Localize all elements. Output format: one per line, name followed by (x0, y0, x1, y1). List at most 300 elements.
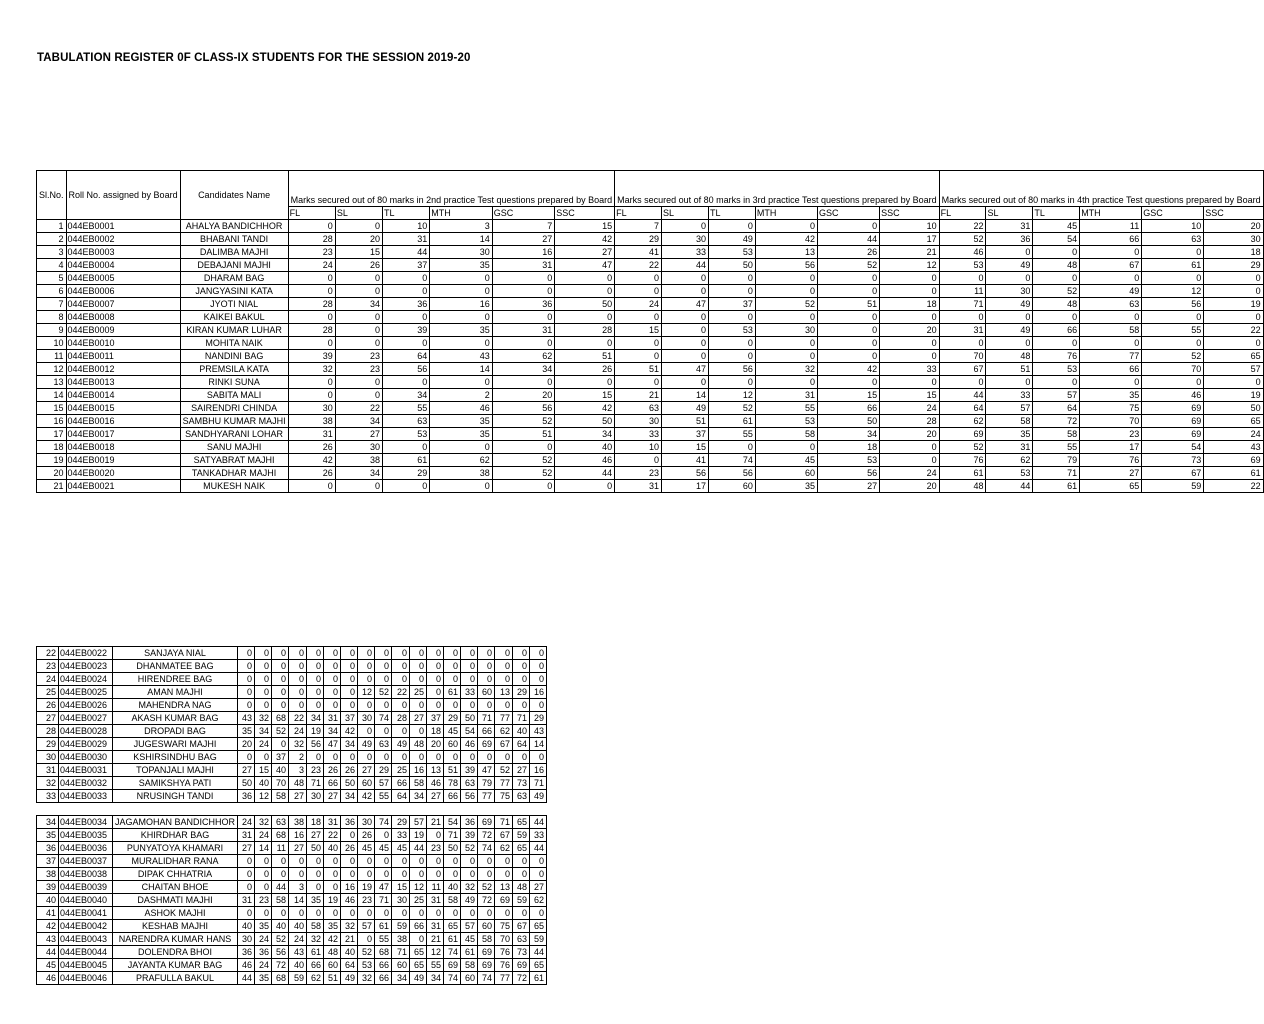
mark-cell: 32 (461, 881, 478, 894)
mark-cell: 0 (880, 441, 939, 454)
mark-cell: 0 (817, 324, 879, 337)
mark-cell: 24 (615, 298, 662, 311)
mark-cell: 0 (1142, 311, 1204, 324)
mark-cell: 65 (513, 816, 530, 829)
mark-cell: 36 (492, 298, 555, 311)
mark-cell: 35 (307, 894, 324, 907)
mark-cell: 31 (492, 324, 555, 337)
mark-cell: 0 (307, 868, 324, 881)
mark-cell: 0 (341, 751, 358, 764)
mark-cell: 0 (307, 881, 324, 894)
mark-cell: 68 (272, 712, 289, 725)
mark-cell: 51 (444, 764, 461, 777)
mark-cell: 69 (1204, 454, 1263, 467)
mark-cell: 30 (615, 415, 662, 428)
mark-cell: 27 (324, 790, 341, 803)
mark-cell: 53 (358, 959, 375, 972)
mark-cell: 49 (708, 233, 755, 246)
mark-cell: 21 (427, 933, 444, 946)
mark-cell: 0 (358, 647, 375, 660)
mark-cell: 49 (662, 402, 709, 415)
mark-cell: 33 (461, 686, 478, 699)
mark-cell: 0 (307, 855, 324, 868)
sl-no-cell: 36 (37, 842, 59, 855)
mark-cell: 58 (1033, 428, 1080, 441)
mark-cell: 79 (478, 777, 495, 790)
mark-cell: 66 (392, 777, 410, 790)
mark-cell: 30 (1204, 233, 1263, 246)
mark-cell: 55 (708, 428, 755, 441)
mark-cell: 0 (272, 907, 289, 920)
mark-cell: 0 (755, 350, 817, 363)
mark-cell: 0 (324, 647, 341, 660)
sl-no-cell: 22 (37, 647, 59, 660)
mark-cell: 0 (341, 660, 358, 673)
mark-cell: 34 (555, 428, 615, 441)
mark-cell: 0 (495, 699, 513, 712)
mark-cell: 0 (495, 660, 513, 673)
candidate-name-cell: DHARAM BAG (180, 272, 288, 285)
candidate-name-cell: AMAN MAJHI (113, 686, 238, 699)
mark-cell: 0 (375, 829, 392, 842)
mark-cell: 55 (755, 402, 817, 415)
mark-cell: 0 (255, 881, 272, 894)
mark-cell: 0 (1142, 376, 1204, 389)
mark-cell: 0 (1204, 272, 1263, 285)
candidate-name-cell: ASHOK MAJHI (113, 907, 238, 920)
mark-cell: 0 (513, 751, 530, 764)
mark-cell: 31 (755, 389, 817, 402)
mark-cell: 45 (444, 725, 461, 738)
mark-cell: 24 (880, 402, 939, 415)
mark-cell: 27 (238, 842, 255, 855)
mark-cell: 61 (444, 686, 461, 699)
candidate-name-cell: DALIMBA MAJHI (180, 246, 288, 259)
mark-cell: 23 (358, 894, 375, 907)
mark-cell: 68 (272, 829, 289, 842)
mark-cell: 39 (288, 350, 335, 363)
roll-no-cell: 044EB0016 (66, 415, 180, 428)
mark-cell: 0 (238, 868, 255, 881)
mark-cell: 0 (375, 855, 392, 868)
mark-cell: 61 (444, 933, 461, 946)
mark-cell: 0 (495, 855, 513, 868)
header-group-4th-test: Marks secured out of 80 marks in 4th practice Test questions prepared by Board (939, 171, 1263, 207)
roll-no-cell: 044EB0029 (59, 738, 113, 751)
student-row (37, 920, 547, 933)
mark-cell: 76 (495, 946, 513, 959)
mark-cell: 11 (272, 842, 289, 855)
mark-cell: 0 (530, 868, 547, 881)
mark-cell: 0 (478, 868, 495, 881)
mark-cell: 16 (530, 686, 547, 699)
mark-cell: 0 (461, 868, 478, 881)
mark-cell: 0 (392, 673, 410, 686)
mark-cell: 0 (392, 751, 410, 764)
mark-cell: 0 (358, 855, 375, 868)
student-row (37, 298, 1264, 311)
mark-cell: 34 (307, 712, 324, 725)
subject-header-ssc: SSC (555, 207, 615, 220)
candidate-name-cell: NARENDRA KUMAR HANS (113, 933, 238, 946)
mark-cell: 45 (358, 842, 375, 855)
mark-cell: 0 (444, 699, 461, 712)
mark-cell: 33 (662, 246, 709, 259)
mark-cell: 47 (662, 363, 709, 376)
sl-no-cell: 3 (37, 246, 67, 259)
candidate-name-cell: SANDHYARANI LOHAR (180, 428, 288, 441)
mark-cell: 35 (255, 920, 272, 933)
mark-cell: 52 (375, 686, 392, 699)
mark-cell: 0 (392, 725, 410, 738)
mark-cell: 65 (410, 946, 427, 959)
mark-cell: 52 (1142, 350, 1204, 363)
mark-cell: 29 (444, 712, 461, 725)
mark-cell: 0 (513, 673, 530, 686)
mark-cell: 69 (478, 816, 495, 829)
mark-cell: 52 (495, 764, 513, 777)
mark-cell: 15 (555, 220, 615, 233)
mark-cell: 0 (289, 686, 307, 699)
mark-cell: 0 (986, 272, 1033, 285)
mark-cell: 42 (555, 233, 615, 246)
mark-cell: 60 (708, 480, 755, 493)
mark-cell: 0 (238, 881, 255, 894)
mark-cell: 30 (430, 246, 493, 259)
mark-cell: 56 (492, 402, 555, 415)
mark-cell: 0 (461, 660, 478, 673)
mark-cell: 30 (238, 933, 255, 946)
student-row (37, 324, 1264, 337)
candidate-name-cell: MOHITA NAIK (180, 337, 288, 350)
roll-no-cell: 044EB0026 (59, 699, 113, 712)
mark-cell: 22 (392, 686, 410, 699)
mark-cell: 51 (986, 363, 1033, 376)
candidate-name-cell: DROPADI BAG (113, 725, 238, 738)
mark-cell: 0 (662, 376, 709, 389)
candidate-name-cell: JANGYASINI KATA (180, 285, 288, 298)
mark-cell: 27 (289, 790, 307, 803)
mark-cell: 39 (383, 324, 430, 337)
mark-cell: 47 (555, 259, 615, 272)
mark-cell: 57 (1033, 389, 1080, 402)
roll-no-cell: 044EB0044 (59, 946, 113, 959)
mark-cell: 0 (427, 699, 444, 712)
mark-cell: 19 (410, 829, 427, 842)
mark-cell: 67 (1080, 259, 1142, 272)
mark-cell: 11 (427, 881, 444, 894)
roll-no-cell: 044EB0028 (59, 725, 113, 738)
mark-cell: 44 (238, 972, 255, 985)
student-row (37, 647, 547, 660)
subject-header-ssc: SSC (880, 207, 939, 220)
mark-cell: 54 (461, 725, 478, 738)
subject-header-fl: FL (288, 207, 335, 220)
mark-cell: 2 (430, 389, 493, 402)
mark-cell: 0 (1080, 246, 1142, 259)
mark-cell: 0 (358, 868, 375, 881)
mark-cell: 63 (513, 933, 530, 946)
mark-cell: 0 (383, 480, 430, 493)
mark-cell: 31 (615, 480, 662, 493)
mark-cell: 0 (986, 246, 1033, 259)
mark-cell: 44 (662, 259, 709, 272)
mark-cell: 54 (444, 816, 461, 829)
mark-cell: 25 (410, 686, 427, 699)
mark-cell: 35 (430, 415, 493, 428)
mark-cell: 55 (383, 402, 430, 415)
mark-cell: 19 (1204, 298, 1263, 311)
mark-cell: 28 (392, 712, 410, 725)
mark-cell: 70 (1080, 415, 1142, 428)
mark-cell: 44 (530, 842, 547, 855)
mark-cell: 0 (341, 907, 358, 920)
mark-cell: 70 (1142, 363, 1204, 376)
mark-cell: 32 (289, 738, 307, 751)
mark-cell: 65 (530, 920, 547, 933)
mark-cell: 15 (335, 246, 382, 259)
mark-cell: 34 (817, 428, 879, 441)
mark-cell: 31 (986, 441, 1033, 454)
mark-cell: 71 (375, 894, 392, 907)
mark-cell: 0 (513, 660, 530, 673)
mark-cell: 43 (289, 946, 307, 959)
mark-cell: 0 (410, 673, 427, 686)
mark-cell: 16 (410, 764, 427, 777)
mark-cell: 58 (272, 894, 289, 907)
mark-cell: 61 (1204, 467, 1263, 480)
mark-cell: 36 (255, 946, 272, 959)
mark-cell: 77 (1080, 350, 1142, 363)
sl-no-cell: 2 (37, 233, 67, 246)
mark-cell: 30 (358, 712, 375, 725)
mark-cell: 0 (335, 480, 382, 493)
mark-cell: 16 (341, 881, 358, 894)
mark-cell: 32 (307, 933, 324, 946)
mark-cell: 0 (238, 907, 255, 920)
mark-cell: 41 (615, 246, 662, 259)
mark-cell: 0 (383, 441, 430, 454)
mark-cell: 69 (1142, 428, 1204, 441)
mark-cell: 15 (255, 764, 272, 777)
mark-cell: 0 (513, 699, 530, 712)
mark-cell: 75 (495, 920, 513, 933)
mark-cell: 24 (289, 933, 307, 946)
mark-cell: 0 (530, 660, 547, 673)
mark-cell: 51 (324, 972, 341, 985)
mark-cell: 50 (708, 259, 755, 272)
mark-cell: 36 (383, 298, 430, 311)
mark-cell: 30 (288, 402, 335, 415)
mark-cell: 75 (1080, 402, 1142, 415)
mark-cell: 22 (939, 220, 986, 233)
mark-cell: 0 (383, 376, 430, 389)
mark-cell: 19 (307, 725, 324, 738)
student-row (37, 673, 547, 686)
mark-cell: 62 (986, 454, 1033, 467)
mark-cell: 0 (324, 881, 341, 894)
roll-no-cell: 044EB0010 (66, 337, 180, 350)
mark-cell: 77 (495, 972, 513, 985)
student-row (37, 441, 1264, 454)
sl-no-cell: 46 (37, 972, 59, 985)
mark-cell: 0 (335, 376, 382, 389)
subject-header-ssc: SSC (1204, 207, 1263, 220)
mark-cell: 20 (238, 738, 255, 751)
mark-cell: 49 (986, 298, 1033, 311)
mark-cell: 0 (427, 868, 444, 881)
sl-no-cell: 37 (37, 855, 59, 868)
mark-cell: 31 (324, 712, 341, 725)
mark-cell: 22 (335, 402, 382, 415)
student-row (37, 402, 1264, 415)
mark-cell: 51 (492, 428, 555, 441)
mark-cell: 60 (392, 959, 410, 972)
mark-cell: 52 (492, 415, 555, 428)
mark-cell: 0 (383, 311, 430, 324)
page-title: TABULATION REGISTER 0F CLASS-IX STUDENTS FOR THE SESSION 2019-20 (37, 52, 471, 64)
mark-cell: 0 (335, 285, 382, 298)
mark-cell: 51 (615, 363, 662, 376)
mark-cell: 78 (444, 777, 461, 790)
mark-cell: 51 (555, 350, 615, 363)
mark-cell: 0 (880, 454, 939, 467)
mark-cell: 11 (939, 285, 986, 298)
mark-cell: 60 (461, 972, 478, 985)
mark-cell: 0 (444, 907, 461, 920)
student-row (37, 972, 547, 985)
mark-cell: 20 (880, 428, 939, 441)
mark-cell: 31 (492, 259, 555, 272)
mark-cell: 57 (358, 920, 375, 933)
mark-cell: 45 (755, 454, 817, 467)
mark-cell: 0 (662, 324, 709, 337)
sl-no-cell: 25 (37, 686, 59, 699)
mark-cell: 65 (1080, 480, 1142, 493)
sl-no-cell: 39 (37, 881, 59, 894)
mark-cell: 0 (444, 647, 461, 660)
mark-cell: 26 (341, 764, 358, 777)
mark-cell: 35 (430, 324, 493, 337)
roll-no-cell: 044EB0022 (59, 647, 113, 660)
student-row (37, 816, 547, 829)
mark-cell: 39 (461, 764, 478, 777)
mark-cell: 0 (427, 751, 444, 764)
mark-cell: 0 (427, 855, 444, 868)
sl-no-cell: 32 (37, 777, 59, 790)
mark-cell: 0 (307, 686, 324, 699)
mark-cell: 0 (495, 751, 513, 764)
mark-cell: 14 (662, 389, 709, 402)
roll-no-cell: 044EB0027 (59, 712, 113, 725)
mark-cell: 51 (662, 415, 709, 428)
mark-cell: 0 (375, 660, 392, 673)
mark-cell: 24 (238, 816, 255, 829)
candidate-name-cell: SANU MAJHI (180, 441, 288, 454)
mark-cell: 0 (444, 660, 461, 673)
mark-cell: 62 (492, 350, 555, 363)
mark-cell: 0 (662, 350, 709, 363)
mark-cell: 21 (880, 246, 939, 259)
candidate-name-cell: DIPAK CHHATRIA (113, 868, 238, 881)
mark-cell: 0 (708, 311, 755, 324)
mark-cell: 0 (755, 337, 817, 350)
roll-no-cell: 044EB0023 (59, 660, 113, 673)
sl-no-cell: 45 (37, 959, 59, 972)
mark-cell: 46 (430, 402, 493, 415)
header-group-2nd-test: Marks secured out of 80 marks in 2nd practice Test questions prepared by Board (288, 171, 615, 207)
subject-header-gsc: GSC (817, 207, 879, 220)
mark-cell: 0 (817, 337, 879, 350)
roll-no-cell: 044EB0008 (66, 311, 180, 324)
mark-cell: 50 (461, 712, 478, 725)
mark-cell: 7 (615, 220, 662, 233)
mark-cell: 27 (530, 881, 547, 894)
mark-cell: 0 (708, 285, 755, 298)
student-row (37, 660, 547, 673)
mark-cell: 66 (410, 920, 427, 933)
mark-cell: 0 (817, 285, 879, 298)
mark-cell: 36 (341, 816, 358, 829)
mark-cell: 38 (392, 933, 410, 946)
mark-cell: 56 (307, 738, 324, 751)
mark-cell: 55 (1033, 441, 1080, 454)
mark-cell: 64 (513, 738, 530, 751)
header-roll-no: Roll No. assigned by Board (66, 171, 180, 220)
mark-cell: 0 (272, 660, 289, 673)
mark-cell: 54 (1033, 233, 1080, 246)
candidate-name-cell: MAHENDRA NAG (113, 699, 238, 712)
mark-cell: 44 (939, 389, 986, 402)
subject-header-mth: MTH (430, 207, 493, 220)
mark-cell: 69 (444, 959, 461, 972)
mark-cell: 52 (358, 946, 375, 959)
student-row (37, 337, 1264, 350)
mark-cell: 28 (288, 324, 335, 337)
mark-cell: 33 (530, 829, 547, 842)
mark-cell: 71 (307, 777, 324, 790)
mark-cell: 24 (255, 959, 272, 972)
mark-cell: 20 (427, 738, 444, 751)
mark-cell: 0 (880, 285, 939, 298)
mark-cell: 0 (615, 337, 662, 350)
mark-cell: 0 (615, 376, 662, 389)
mark-cell: 0 (939, 272, 986, 285)
mark-cell: 0 (430, 441, 493, 454)
mark-cell: 0 (341, 647, 358, 660)
mark-cell: 59 (513, 829, 530, 842)
mark-cell: 40 (255, 777, 272, 790)
student-row (37, 480, 1264, 493)
mark-cell: 62 (495, 725, 513, 738)
mark-cell: 27 (513, 764, 530, 777)
mark-cell: 65 (1204, 350, 1263, 363)
mark-cell: 0 (662, 337, 709, 350)
mark-cell: 12 (255, 790, 272, 803)
subject-header-tl: TL (383, 207, 430, 220)
mark-cell: 62 (939, 415, 986, 428)
mark-cell: 7 (492, 220, 555, 233)
student-row (37, 907, 547, 920)
mark-cell: 19 (1204, 389, 1263, 402)
mark-cell: 23 (288, 246, 335, 259)
mark-cell: 30 (307, 790, 324, 803)
mark-cell: 0 (817, 376, 879, 389)
mark-cell: 50 (555, 298, 615, 311)
roll-no-cell: 044EB0009 (66, 324, 180, 337)
mark-cell: 34 (255, 725, 272, 738)
mark-cell: 66 (375, 972, 392, 985)
